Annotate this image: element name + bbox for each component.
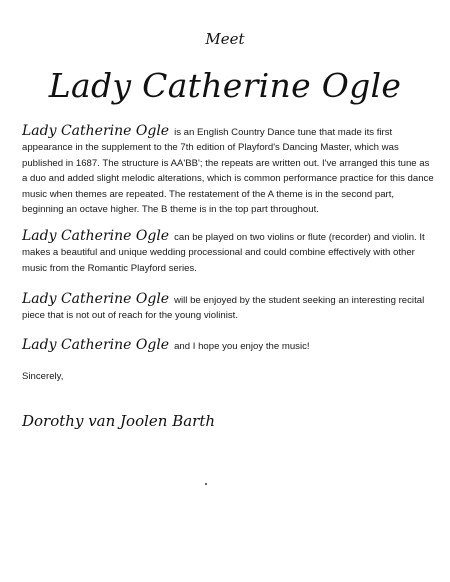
paragraph-intro <box>22 124 434 217</box>
kicker-heading: Meet <box>205 30 245 48</box>
paragraph-body: can be played on two violins or flute (recorder) and violin. It makes a beautiful and unique wedding processional and could combine effectively with other music from the Romantic Playford series. <box>22 232 425 274</box>
closing-salutation: Sincerely, <box>22 371 64 382</box>
paragraph-audience <box>22 292 434 324</box>
paragraph-closing-wish <box>22 338 434 354</box>
paragraph-lead-title: Lady Catherine Ogle <box>22 123 170 139</box>
paragraph-body: and I hope you enjoy the music! <box>174 341 310 352</box>
scan-speck <box>205 483 207 485</box>
paragraph-lead-title: Lady Catherine Ogle <box>22 337 170 353</box>
paragraph-lead-title: Lady Catherine Ogle <box>22 228 170 244</box>
paragraph-lead-title: Lady Catherine Ogle <box>22 291 170 307</box>
page-title: Lady Catherine Ogle <box>48 66 402 105</box>
paragraph-body: is an English Country Dance tune that made its first appearance in the supplement to the 7th edition of Playford's Dancing Master, which was published in 1687. The structure is AA'BB'; the repeats are written out. I've arranged this tune as a duo and added slight melodic alterations, which is common performance practice for this dance music when themes are repeated. The restatement of the A theme is in the second part, beginning an octave higher. The B theme is in the top part throughout. <box>22 127 434 216</box>
paragraph-instrumentation <box>22 229 434 276</box>
signature: Dorothy van Joolen Barth <box>22 412 216 430</box>
paragraph-body: will be enjoyed by the student seeking an interesting recital piece that is not out of reach for the young violinist. <box>22 295 425 322</box>
